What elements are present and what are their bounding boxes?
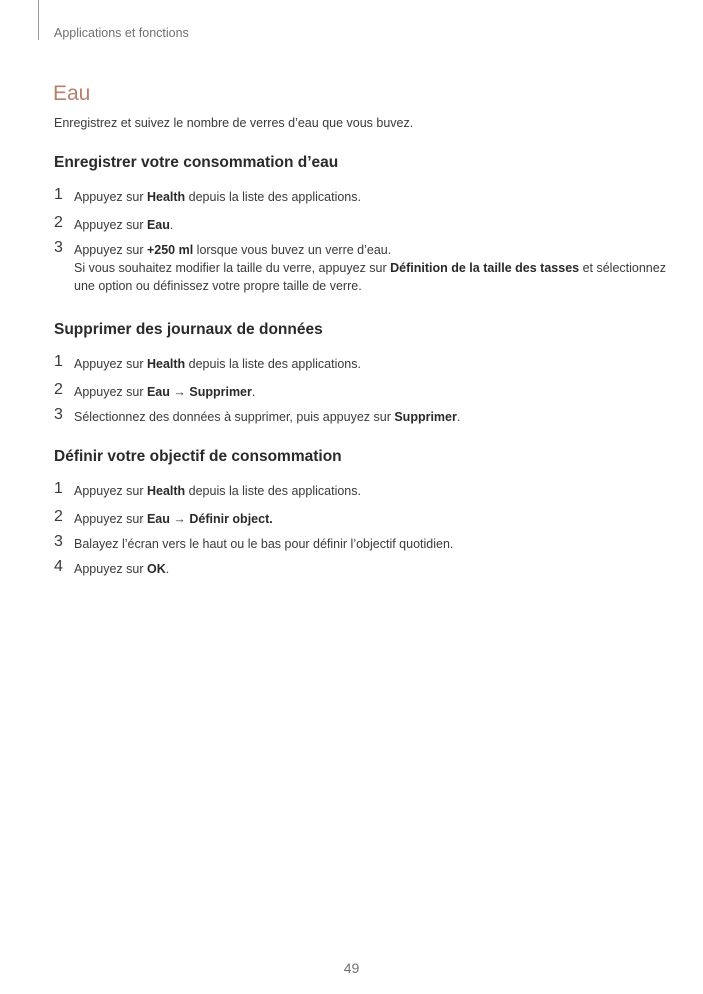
step-list <box>54 482 674 578</box>
step-keyword: Eau <box>146 512 170 526</box>
step-list <box>54 188 674 295</box>
step-keyword: Health <box>146 190 186 204</box>
step-text: Appuyez sur <box>74 385 147 399</box>
section-record <box>54 154 674 295</box>
section-heading: Supprimer des journaux de données <box>54 321 323 338</box>
step-text: . <box>169 218 174 232</box>
step-text: depuis la liste des applications. <box>185 484 361 498</box>
step-text: Sélectionnez des données à supprimer, puis appuyez sur <box>74 410 395 424</box>
step <box>54 535 674 553</box>
step-keyword: Définition de la taille des tasses <box>390 261 580 275</box>
step-text: depuis la liste des applications. <box>185 190 361 204</box>
step-number: 1 <box>54 353 63 370</box>
step-keyword: Supprimer <box>189 385 252 399</box>
step-number: 2 <box>54 381 63 398</box>
step-keyword: Supprimer <box>394 410 457 424</box>
step-text: . <box>251 385 256 399</box>
running-header: Applications et fonctions <box>54 26 189 40</box>
step-number: 3 <box>54 533 63 550</box>
step-number: 4 <box>54 558 63 575</box>
step-keyword: Eau <box>146 385 170 399</box>
step-text: Balayez l’écran vers le haut ou le bas pour définir l’objectif quotidien. <box>74 537 454 551</box>
step <box>54 355 674 373</box>
step <box>54 482 674 500</box>
section-heading: Définir votre objectif de consommation <box>54 448 342 465</box>
section-heading: Enregistrer votre consommation d’eau <box>54 154 339 171</box>
arrow-icon: → <box>169 512 190 526</box>
step-number: 3 <box>54 239 63 256</box>
step <box>54 408 674 426</box>
step <box>54 510 674 528</box>
step-text: Appuyez sur <box>74 357 147 371</box>
step <box>54 383 674 401</box>
page-title: Eau <box>53 82 91 105</box>
step-text: Appuyez sur <box>74 218 147 232</box>
header-rule <box>38 0 39 40</box>
step-text: . <box>165 562 170 576</box>
section-delete <box>54 321 674 426</box>
step-keyword: +250 ml <box>146 243 194 257</box>
step-text: Appuyez sur <box>74 562 147 576</box>
step-keyword: Health <box>146 484 186 498</box>
step-number: 2 <box>54 214 63 231</box>
step-text: . <box>456 410 461 424</box>
step-keyword: OK <box>146 562 166 576</box>
step <box>54 241 674 295</box>
intro-text: Enregistrez et suivez le nombre de verres d’eau que vous buvez. <box>54 116 414 130</box>
step-number: 2 <box>54 508 63 525</box>
step-number: 1 <box>54 186 63 203</box>
step-keyword: Définir object. <box>189 512 273 526</box>
arrow-icon: → <box>169 385 190 399</box>
step-subtext: et sélectionnez une option ou définissez votre propre taille de verre. <box>74 261 666 293</box>
step-text: Appuyez sur <box>74 512 147 526</box>
step-number: 1 <box>54 480 63 497</box>
step <box>54 188 674 206</box>
step-keyword: Health <box>146 357 186 371</box>
step-text: Appuyez sur <box>74 190 147 204</box>
step <box>54 216 674 234</box>
step <box>54 560 674 578</box>
step-text: Appuyez sur <box>74 484 147 498</box>
step-text: lorsque vous buvez un verre d’eau. <box>193 243 392 257</box>
step-number: 3 <box>54 406 63 423</box>
step-keyword: Eau <box>146 218 170 232</box>
step-text: depuis la liste des applications. <box>185 357 361 371</box>
page-number: 49 <box>343 960 360 976</box>
step-text: Appuyez sur <box>74 243 147 257</box>
step-subtext: Si vous souhaitez modifier la taille du verre, appuyez sur <box>74 261 391 275</box>
step-list <box>54 355 674 426</box>
section-goal <box>54 448 674 578</box>
